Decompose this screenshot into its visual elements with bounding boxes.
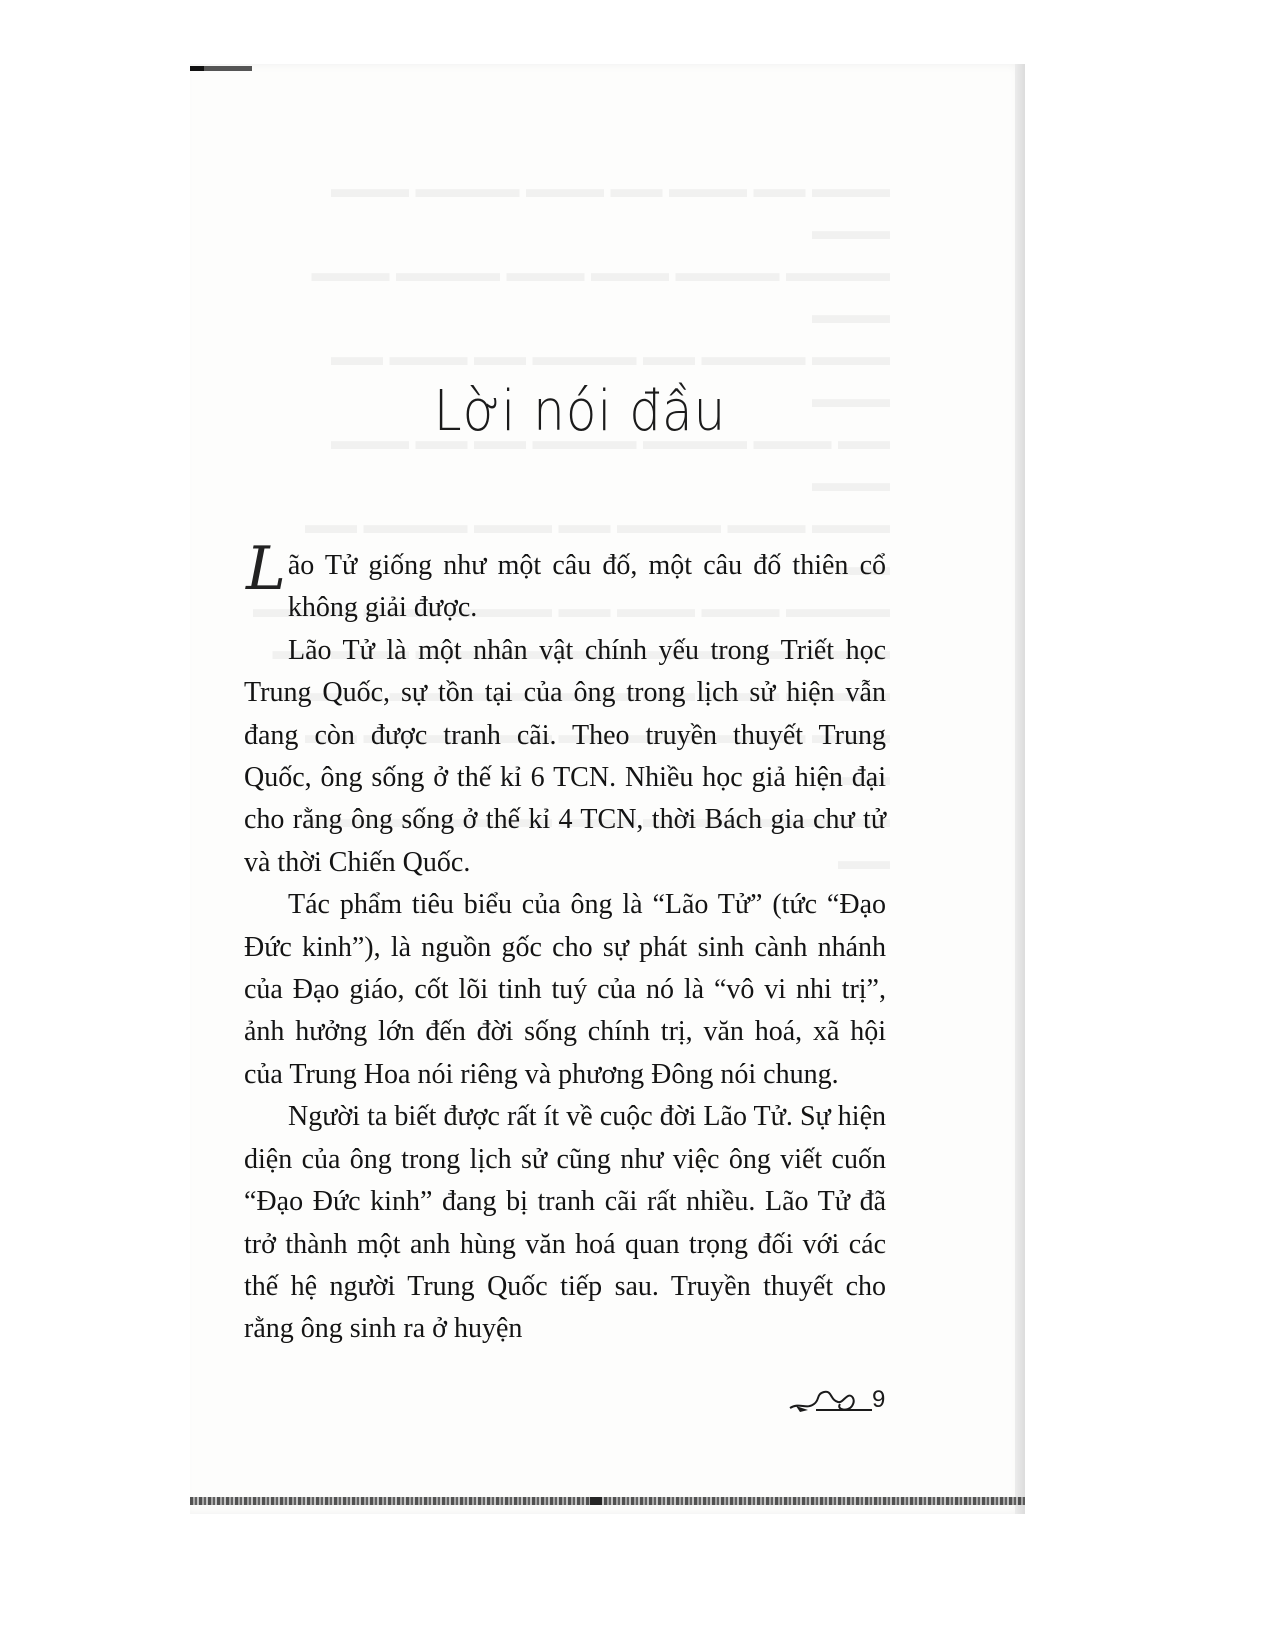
page-title: Lời nói đầu	[433, 378, 727, 444]
paragraph-3: Tác phẩm tiêu biểu của ông là “Lão Tử” (tức “Đạo Đức kinh”), là nguồn gốc cho sự phát sinh cành nhánh của Đạo giáo, cốt lõi tinh tuý của nó là “vô vi nhi trị”, ảnh hưởng lớn đến đời sống chính trị, văn hoá, xã hội của Trung Hoa nói riêng và phương Đông nói chung.	[244, 889, 886, 1090]
dropcap-letter: L	[246, 534, 286, 604]
page-bottom-edge	[190, 1497, 1025, 1505]
paragraph-4: Người ta biết được rất ít về cuộc đời Lão Tử. Sự hiện diện của ông trong lịch sử cũng như việc ông viết cuốn “Đạo Đức kinh” đang bị tranh cãi rất nhiều. Lão Tử đã trở thành một anh hùng văn hoá quan trọng đối với các thế hệ người Trung Quốc tiếp sau. Truyền thuyết cho rằng ông sinh ra ở huyện	[244, 1101, 886, 1345]
body-text	[244, 534, 886, 1351]
calligraphic-flourish-icon	[786, 1380, 876, 1416]
paragraph-1-text: ão Tử giống như một câu đố, một câu đố thiên cổ không giải được.	[287, 550, 886, 624]
scan-corner-mark	[190, 66, 252, 71]
paragraph-2: Lão Tử là một nhân vật chính yếu trong Triết học Trung Quốc, sự tồn tại của ông trong lịch sử hiện vẫn đang còn được tranh cãi. Theo truyền thuyết Trung Quốc, ông sống ở thế kỉ 6 TCN. Nhiều học giả hiện đại cho rằng ông sống ở thế kỉ 4 TCN, thời Bách gia chư tử và thời Chiến Quốc.	[244, 634, 886, 878]
page-number: 9	[872, 1386, 886, 1413]
page-edge	[1015, 64, 1025, 1514]
paragraph-1	[244, 534, 886, 630]
